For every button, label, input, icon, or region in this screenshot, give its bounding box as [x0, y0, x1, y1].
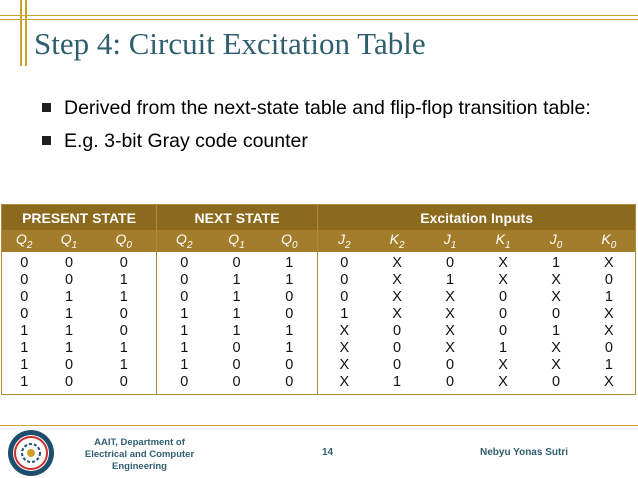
table-cell: X [392, 289, 402, 305]
table-cell: X [604, 306, 614, 322]
table-cell: 1 [552, 255, 561, 271]
table-column-values-11 [583, 252, 636, 395]
table-column-values-6 [318, 252, 371, 395]
table-column-values-7 [371, 252, 424, 395]
table-cell: 1 [119, 357, 128, 373]
table-cell: X [498, 255, 508, 271]
page-number: 14 [322, 447, 334, 458]
table-cell: X [445, 289, 455, 305]
bullet-item-2 [42, 129, 610, 153]
table-cell: X [339, 357, 350, 373]
table-cell: 0 [446, 255, 455, 271]
table-cell: 1 [119, 272, 128, 288]
column-header-q1-4 [212, 230, 262, 252]
footer-divider [0, 425, 638, 426]
decorative-horizontal-line-2 [0, 19, 638, 20]
table-cell: X [445, 340, 455, 356]
table-cell: 0 [20, 255, 29, 271]
table-cell: 0 [64, 272, 74, 288]
table-cell: 0 [180, 272, 189, 288]
table-cell: 1 [180, 340, 189, 356]
table-cell: X [339, 323, 350, 339]
table-cell: 0 [232, 340, 241, 356]
table-cell: 0 [393, 357, 402, 373]
table-cell: 0 [64, 255, 74, 271]
table-column-values-5 [262, 252, 318, 395]
column-header-base: J [338, 231, 346, 248]
excitation-table [1, 204, 636, 395]
bullet-list [42, 96, 610, 162]
table-cell: X [339, 340, 350, 356]
table-cell: 1 [64, 340, 74, 356]
square-bullet-icon [42, 103, 51, 112]
table-column-values-3 [157, 252, 212, 395]
bullet-item-1 [42, 96, 610, 120]
table-column-values-10 [530, 252, 583, 395]
footer-department: AAIT, Department of Electrical and Computer Engineering [84, 437, 195, 472]
table-cell: 0 [340, 255, 349, 271]
table-cell: X [551, 357, 561, 373]
table-cell: X [604, 374, 614, 390]
column-header-subscript: 0 [291, 239, 298, 251]
group-header-present-state: PRESENT STATE [2, 205, 157, 231]
column-header-k0-11 [583, 230, 636, 252]
column-header-q0-5 [262, 230, 318, 252]
table-column-values-1 [47, 252, 92, 395]
table-column-values-4 [212, 252, 262, 395]
decorative-vertical-line-2 [25, 0, 27, 66]
table-column-values-9 [477, 252, 530, 395]
table-cell: 1 [285, 255, 294, 271]
table-cell: 0 [119, 255, 128, 271]
column-header-q0-2 [92, 230, 157, 252]
table-cell: 0 [232, 374, 241, 390]
table-column-header-row [2, 230, 636, 252]
table-column-values-2 [92, 252, 157, 395]
table-cell: 0 [285, 374, 294, 390]
table-cell: X [445, 306, 455, 322]
university-seal-icon [6, 428, 56, 478]
table-cell: 0 [64, 357, 74, 373]
table-cell: 0 [340, 272, 349, 288]
table-cell: X [498, 272, 508, 288]
table-cell: 1 [64, 306, 74, 322]
table-cell: 0 [20, 306, 29, 322]
table-cell: X [392, 306, 402, 322]
table-cell: 1 [604, 289, 613, 305]
table-cell: 1 [20, 340, 29, 356]
column-header-subscript: 2 [398, 239, 405, 251]
table-cell: 1 [552, 323, 561, 339]
table-cell: 0 [552, 374, 561, 390]
table-cell: 1 [180, 357, 189, 373]
table-cell: 0 [119, 323, 128, 339]
table-cell: X [392, 272, 402, 288]
group-header-excitation-inputs: Excitation Inputs [318, 205, 636, 231]
table-cell: X [445, 323, 455, 339]
table-cell: X [339, 374, 350, 390]
table-cell: 1 [499, 340, 508, 356]
square-bullet-icon [42, 136, 51, 145]
table-cell: 0 [232, 357, 241, 373]
table-cell: 0 [393, 340, 402, 356]
table-cell: 0 [180, 374, 189, 390]
column-header-subscript: 1 [71, 239, 78, 251]
table-cell: 1 [232, 272, 241, 288]
column-header-subscript: 1 [504, 239, 511, 251]
table-cell: 1 [393, 374, 402, 390]
column-header-subscript: 1 [239, 239, 245, 251]
column-header-j1-8 [424, 230, 477, 252]
table-cell: 0 [119, 374, 128, 390]
table-cell: 1 [119, 340, 128, 356]
column-header-subscript: 0 [126, 239, 132, 251]
table-cell: 1 [64, 323, 74, 339]
table-cell: 1 [340, 306, 349, 322]
table-cell: 0 [20, 289, 29, 305]
column-header-subscript: 1 [450, 239, 457, 251]
table-body-row [2, 252, 636, 395]
column-header-base: J [443, 231, 451, 248]
decorative-vertical-line-1 [20, 0, 22, 66]
table-cell: X [551, 272, 561, 288]
table-cell: X [498, 374, 508, 390]
column-header-k2-7 [371, 230, 424, 252]
column-header-q2-3 [157, 230, 212, 252]
table-cell: 0 [604, 272, 613, 288]
table-cell: 1 [20, 374, 29, 390]
column-header-j2-6 [318, 230, 371, 252]
table-cell: 0 [499, 323, 508, 339]
decorative-horizontal-line-1 [0, 15, 638, 16]
column-header-q1-1 [47, 230, 92, 252]
column-header-base: J [549, 231, 557, 248]
table-cell: 1 [119, 289, 128, 305]
column-header-base: K [495, 231, 505, 248]
column-header-base: Q [16, 231, 27, 248]
column-header-subscript: 0 [610, 239, 617, 251]
table-column-values-0 [2, 252, 47, 395]
column-header-base: Q [115, 231, 127, 248]
table-group-header-row [2, 205, 636, 231]
table-cell: 0 [604, 340, 613, 356]
table-column-values-8 [424, 252, 477, 395]
group-header-next-state: NEXT STATE [157, 205, 318, 231]
column-header-subscript: 0 [556, 239, 563, 251]
table-cell: 0 [446, 374, 455, 390]
table-cell: 0 [446, 357, 455, 373]
table-cell: X [392, 255, 402, 271]
table-cell: 1 [604, 357, 613, 373]
table-cell: 0 [499, 289, 508, 305]
table-cell: X [498, 357, 508, 373]
table-cell: 1 [232, 323, 241, 339]
table-cell: 1 [446, 272, 455, 288]
footer-author: Nebyu Yonas Sutri [480, 447, 568, 458]
table-cell: 1 [20, 323, 29, 339]
column-header-subscript: 2 [26, 239, 33, 251]
column-header-base: Q [60, 231, 72, 248]
table-cell: 0 [285, 306, 294, 322]
column-header-k1-9 [477, 230, 530, 252]
table-cell: 0 [285, 357, 294, 373]
column-header-base: K [601, 231, 611, 248]
table-cell: 1 [285, 323, 294, 339]
table-cell: 0 [499, 306, 508, 322]
column-header-subscript: 2 [186, 239, 193, 251]
table-cell: 0 [285, 289, 294, 305]
table-cell: 0 [64, 374, 74, 390]
table-cell: 1 [20, 357, 29, 373]
table-cell: 1 [180, 306, 189, 322]
column-header-base: Q [228, 231, 240, 248]
column-header-q2-0 [2, 230, 47, 252]
table-cell: 1 [232, 306, 241, 322]
table-cell: X [604, 323, 614, 339]
column-header-base: K [389, 231, 399, 248]
table-cell: X [551, 289, 561, 305]
table-cell: X [604, 255, 614, 271]
table-cell: 1 [232, 289, 241, 305]
column-header-j0-10 [530, 230, 583, 252]
bullet-text-2: E.g. 3-bit Gray code counter [64, 130, 308, 152]
slide-title: Step 4: Circuit Excitation Table [34, 26, 426, 61]
table-cell: 0 [180, 289, 189, 305]
table-cell: 0 [180, 255, 189, 271]
table-cell: 1 [64, 289, 74, 305]
table-cell: 0 [232, 255, 241, 271]
column-header-base: Q [176, 231, 187, 248]
table-cell: 1 [285, 272, 294, 288]
table-cell: 0 [340, 289, 349, 305]
table-cell: X [551, 340, 561, 356]
table-cell: 1 [285, 340, 294, 356]
table-cell: 1 [180, 323, 189, 339]
table-cell: 0 [20, 272, 29, 288]
table-cell: 0 [119, 306, 128, 322]
column-header-base: Q [281, 231, 292, 248]
column-header-subscript: 2 [345, 239, 351, 251]
bullet-text-1: Derived from the next-state table and flip-flop transition table: [64, 97, 591, 119]
table-cell: 0 [393, 323, 402, 339]
table-cell: 0 [552, 306, 561, 322]
